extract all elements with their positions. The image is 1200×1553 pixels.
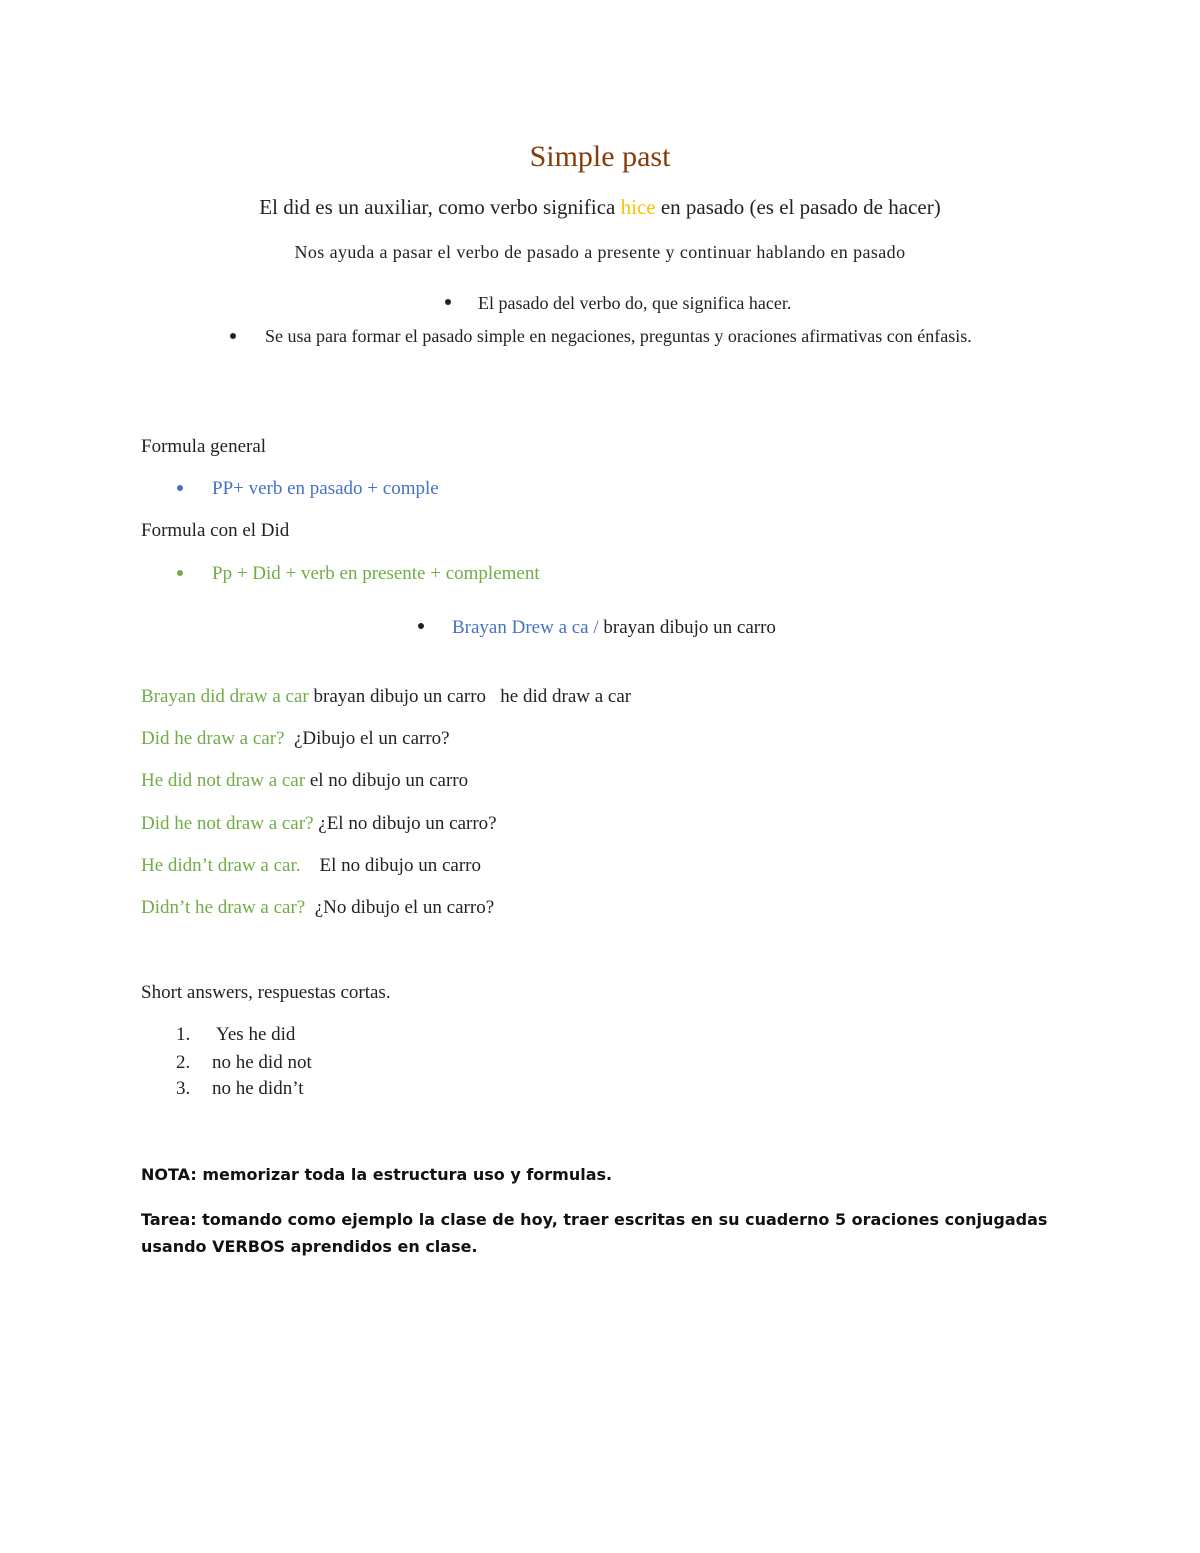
intro-line-1 [0, 195, 1200, 220]
sentence-english: Did he draw a car? [141, 728, 285, 749]
list-item [176, 1024, 295, 1046]
sentence-spanish: ¿No dibujo el un carro? [305, 897, 495, 918]
example-spanish: brayan dibujo un carro [598, 617, 776, 638]
sentence-row [141, 728, 450, 750]
sentence-row [141, 770, 468, 792]
intro-line-1-end: en pasado (es el pasado de hacer) [655, 195, 941, 219]
sentence-row [141, 855, 481, 877]
formula-general-label: Formula general [141, 436, 267, 457]
nota-text: NOTA: memorizar toda la estructura uso y formulas. [141, 1165, 613, 1184]
list-text: no he didn’t [212, 1078, 304, 1099]
highlight-word: hice [620, 195, 656, 219]
document-title: Simple past [529, 140, 671, 173]
tarea-text: Tarea: tomando como ejemplo la clase de hoy, traer escritas en su cuaderno 5 oraciones conjugadas usando VERBOS aprendidos en clase. [141, 1210, 1048, 1256]
list-number: 1. [176, 1024, 191, 1045]
sentence-english: Brayan did draw a car [141, 686, 309, 707]
sentence-spanish: El no dibujo un carro [300, 855, 481, 876]
sentence-english: He didn’t draw a car. [141, 855, 301, 876]
bullet-item-1: El pasado del verbo do, que significa hacer. [478, 293, 792, 313]
sentence-spanish: brayan dibujo un carro he did draw a car [308, 686, 632, 707]
bullet-icon [230, 333, 236, 339]
example-english: Brayan Drew a ca / [452, 617, 599, 638]
sentence-row [141, 813, 497, 835]
list-number: 2. [176, 1052, 191, 1073]
bullet-icon [418, 623, 424, 629]
formula-did-label: Formula con el Did [141, 520, 290, 541]
short-answers-label: Short answers, respuestas cortas. [141, 982, 391, 1003]
formula-did-item: Pp + Did + verb en presente + complement [212, 563, 540, 584]
sentence-english: He did not draw a car [141, 770, 306, 791]
sentence-english: Did he not draw a car? [141, 813, 314, 834]
sentence-row [141, 686, 631, 708]
formula-general-item: PP+ verb en pasado + comple [212, 478, 439, 499]
sentence-english: Didn’t he draw a car? [141, 897, 306, 918]
list-text: Yes he did [212, 1024, 296, 1045]
intro-line-2: Nos ayuda a pasar el verbo de pasado a presente y continuar hablando en pasado [294, 242, 906, 262]
bullet-item-2: Se usa para formar el pasado simple en negaciones, preguntas y oraciones afirmativas con énfasis. [265, 326, 972, 346]
sentence-spanish: el no dibujo un carro [305, 770, 469, 791]
sentence-row [141, 897, 494, 919]
sentence-spanish: ¿El no dibujo un carro? [313, 813, 497, 834]
example-item [452, 617, 776, 639]
bullet-icon [177, 485, 183, 491]
list-number: 3. [176, 1078, 191, 1099]
intro-line-1-start: El did es un auxiliar, como verbo significa [259, 195, 621, 219]
bullet-icon [177, 570, 183, 576]
list-item [176, 1078, 303, 1100]
bullet-icon [445, 299, 451, 305]
sentence-spanish: ¿Dibujo el un carro? [284, 728, 450, 749]
list-item [176, 1052, 312, 1074]
list-text: no he did not [212, 1052, 312, 1073]
